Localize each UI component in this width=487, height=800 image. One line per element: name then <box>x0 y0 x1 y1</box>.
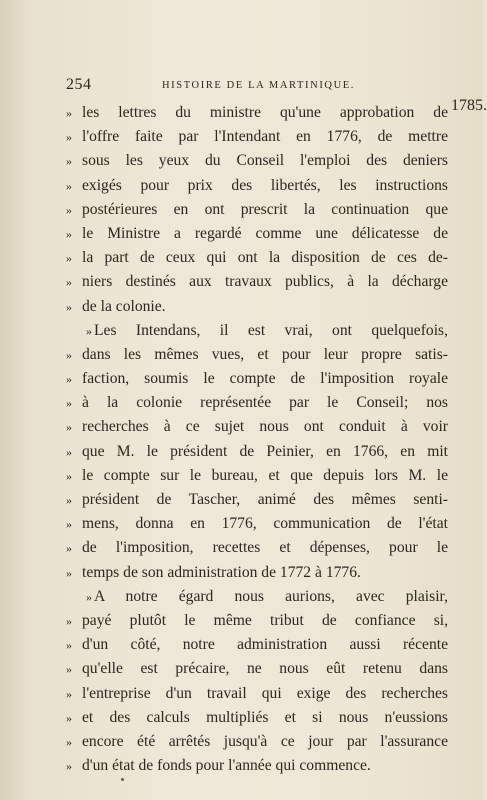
text-line <box>66 512 446 536</box>
line-text: faction, soumis le compte de l'imposition royale <box>82 370 448 388</box>
quote-mark: » <box>66 130 72 145</box>
line-text: mens, donna en 1776, communication de l'état <box>82 515 448 533</box>
line-text: et des calculs multipliés et si nous n'eussions <box>82 708 448 726</box>
quote-mark: » <box>66 444 72 459</box>
text-line <box>66 125 446 149</box>
text-line <box>66 440 446 464</box>
quote-mark: » <box>66 759 72 774</box>
line-text: d'un état de fonds pour l'année qui commence. <box>82 757 371 775</box>
text-line <box>66 585 446 609</box>
page-number: 254 <box>66 76 92 93</box>
line-text: encore été arrêtés jusqu'à ce jour par l'assurance <box>82 732 448 750</box>
quote-mark: » <box>66 299 72 314</box>
line-text: Les Intendans, il est vrai, ont quelquefois, <box>94 321 448 339</box>
quote-mark: » <box>66 396 72 411</box>
text-line <box>66 536 446 560</box>
line-text: de l'imposition, recettes et dépenses, pour le <box>82 539 448 557</box>
line-text: sous les yeux du Conseil l'emploi des deniers <box>82 152 448 170</box>
quote-mark: » <box>66 638 72 653</box>
body-text <box>66 101 446 778</box>
line-text: postérieures en ont prescrit la continuation que <box>82 200 448 218</box>
text-line <box>66 730 446 754</box>
running-title: HISTOIRE DE LA MARTINIQUE. <box>162 80 356 91</box>
quote-mark: » <box>66 613 72 628</box>
line-text: à la colonie représentée par le Conseil; nos <box>82 394 448 412</box>
text-line <box>66 101 446 125</box>
line-text: l'offre faite par l'Intendant en 1776, de mettre <box>82 128 448 146</box>
line-text: niers destinés aux travaux publics, à la décharge <box>82 273 448 291</box>
line-text: le Ministre a regardé comme une délicatesse de <box>82 224 448 242</box>
line-text: exigés pour prix des libertés, les instructions <box>82 176 448 194</box>
text-line <box>66 174 446 198</box>
quote-mark: » <box>66 493 72 507</box>
text-line <box>66 246 446 270</box>
line-text: que M. le président de Peinier, en 1766, en mit <box>82 442 448 460</box>
text-line <box>66 657 446 681</box>
text-line <box>66 706 446 730</box>
quote-mark: » <box>66 178 72 193</box>
quote-mark: » <box>66 275 72 290</box>
quote-mark: » <box>86 589 92 604</box>
quote-mark: » <box>66 226 72 241</box>
quote-mark: » <box>66 251 72 266</box>
line-text: président de Tascher, animé des mêmes senti- <box>82 491 448 508</box>
text-line <box>66 561 446 585</box>
quote-mark: » <box>66 662 72 677</box>
line-text: dans les mêmes vues, et pour leur propre satis- <box>82 345 448 363</box>
quote-mark: » <box>66 710 72 725</box>
quote-mark: » <box>66 202 72 217</box>
line-text: le compte sur le bureau, et que depuis lors M. le <box>82 466 448 484</box>
page-header <box>66 76 446 96</box>
text-line <box>66 391 446 415</box>
line-text: l'entreprise d'un travail qui exige des recherches <box>82 684 448 702</box>
text-line <box>66 149 446 173</box>
text-line <box>66 367 446 391</box>
line-text: payé plutôt le même tribut de confiance si, <box>82 611 448 629</box>
text-line <box>66 488 446 512</box>
text-line <box>66 609 446 633</box>
quote-mark: » <box>66 154 72 169</box>
quote-mark: » <box>66 517 72 532</box>
quote-mark: » <box>66 541 72 556</box>
quote-mark: » <box>66 372 72 387</box>
line-text: d'un côté, notre administration aussi récente <box>82 636 448 654</box>
line-text: la part de ceux qui ont la disposition de ces de- <box>82 249 448 267</box>
quote-mark: » <box>66 420 72 435</box>
margin-year: 1785. <box>451 97 487 114</box>
line-text: temps de son administration de 1772 à 1776. <box>82 563 361 581</box>
quote-mark: » <box>66 565 72 580</box>
text-line <box>66 295 446 319</box>
line-text: A notre égard nous aurions, avec plaisir, <box>94 587 448 605</box>
quote-mark: » <box>66 734 72 749</box>
text-line <box>66 464 446 488</box>
text-line <box>66 682 446 706</box>
text-line <box>66 198 446 222</box>
text-line <box>66 319 446 343</box>
quote-mark: » <box>86 323 92 338</box>
ink-speck <box>121 778 124 781</box>
line-text: les lettres du ministre qu'une approbation de <box>82 104 448 121</box>
text-line <box>66 343 446 367</box>
line-text: qu'elle est précaire, ne nous eût retenu dans <box>82 660 448 678</box>
quote-mark: » <box>66 106 72 120</box>
line-text: de la colonie. <box>82 297 166 315</box>
quote-mark: » <box>66 686 72 701</box>
quote-mark: » <box>66 347 72 362</box>
quote-mark: » <box>66 468 72 483</box>
text-line <box>66 415 446 439</box>
text-line <box>66 633 446 657</box>
line-text: recherches à ce sujet nous ont conduit à voir <box>82 418 448 436</box>
text-line <box>66 222 446 246</box>
text-line <box>66 754 446 778</box>
text-line <box>66 270 446 294</box>
